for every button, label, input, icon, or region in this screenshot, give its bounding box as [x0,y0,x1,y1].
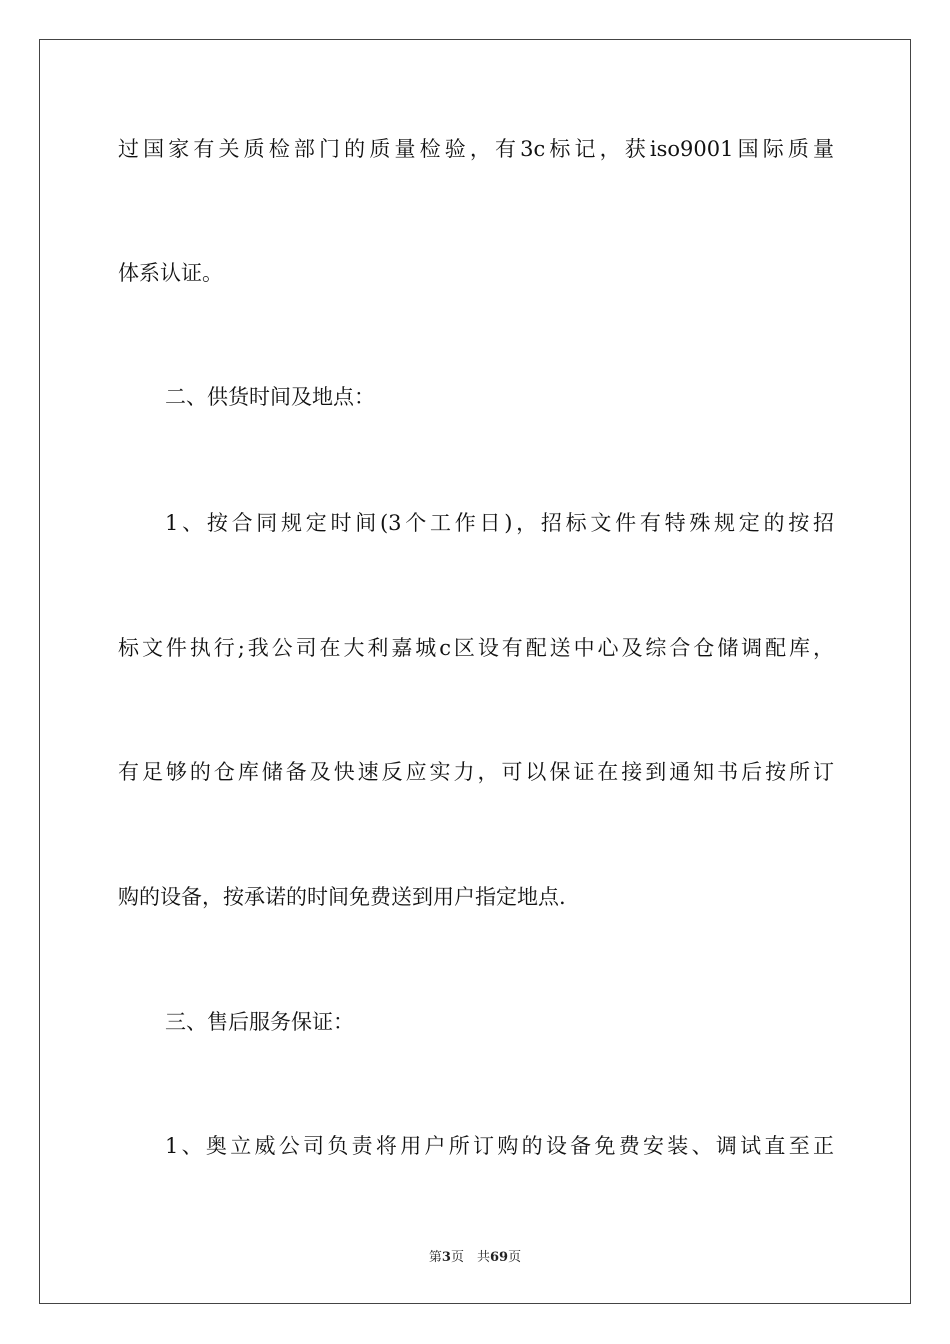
paragraph-line: 过国家有关质检部门的质量检验，有3c标记，获iso9001国际质量 [118,137,834,161]
section-heading: 三、售后服务保证： [165,1010,354,1034]
footer-suffix: 页 [508,1250,522,1265]
current-page-number: 3 [441,1250,451,1265]
page-border [39,39,911,1304]
paragraph-line: 1、奥立威公司负责将用户所订购的设备免费安装、调试直至正 [165,1134,834,1158]
paragraph-line: 体系认证。 [118,261,223,285]
paragraph-line: 有足够的仓库储备及快速反应实力，可以保证在接到通知书后按所订 [118,760,834,784]
paragraph-line: 标文件执行;我公司在大利嘉城c区设有配送中心及综合仓储调配库， [118,636,834,660]
footer-mid: 页 共 [450,1250,490,1265]
paragraph-line: 购的设备，按承诺的时间免费送到用户指定地点. [118,885,566,909]
footer-prefix: 第 [428,1250,442,1265]
page-footer [0,1246,950,1265]
paragraph-line: 1、按合同规定时间(3个工作日)，招标文件有特殊规定的按招 [165,511,834,535]
section-heading: 二、供货时间及地点： [165,385,375,409]
total-page-count: 69 [489,1250,509,1265]
